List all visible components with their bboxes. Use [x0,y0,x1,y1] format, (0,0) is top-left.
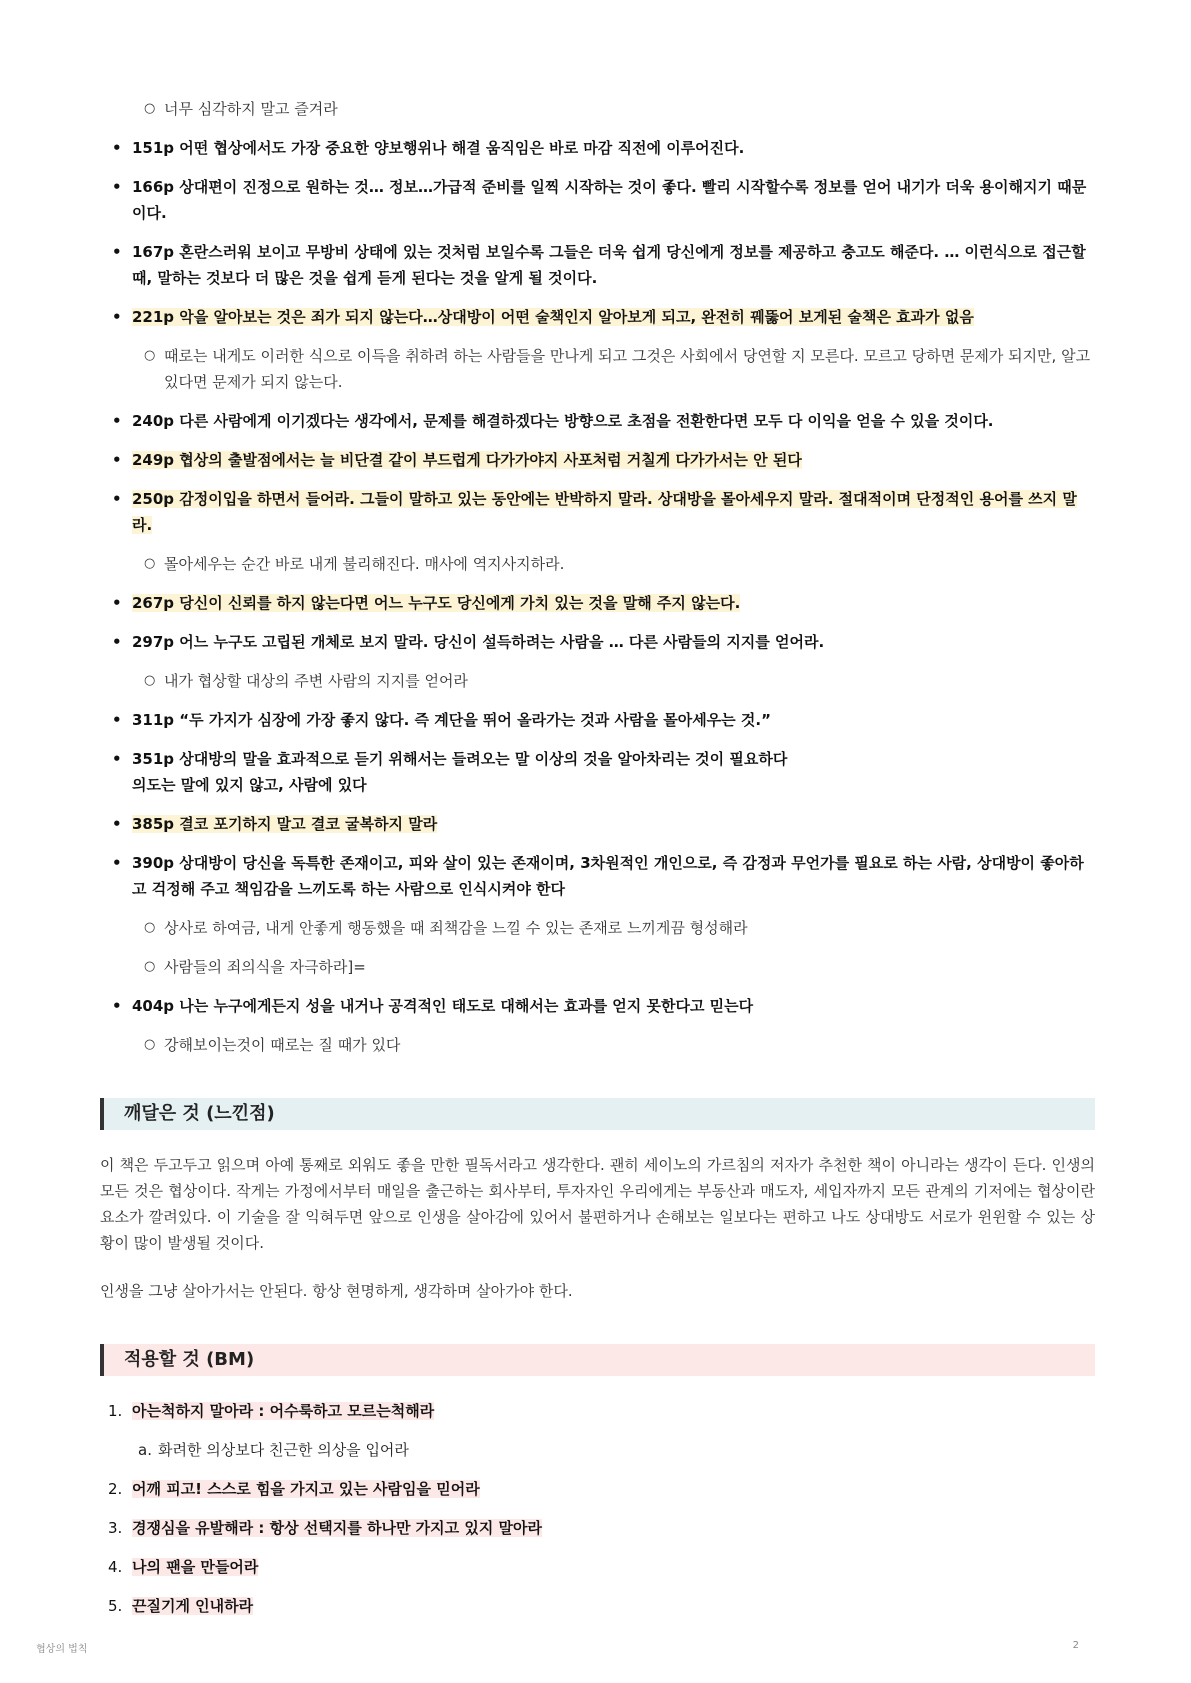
list-item: ○ 때로는 내게도 이러한 식으로 이득을 취하려 하는 사람들을 만나게 되고 그것은 사회에서 당연할 지 모른다. 모르고 당하면 문제가 되지만, 알고 있다면 문제가 되지 않는다. [144,347,1091,391]
list-item: ○ 몰아세우는 순간 바로 내게 불리해진다. 매사에 역지사지하라. [144,555,565,573]
list-item: • 240p 다른 사람에게 이기겠다는 생각에서, 문제를 해결하겠다는 방향으로 초점을 전환한다면 모두 다 이익을 얻을 수 있을 것이다. [112,412,994,430]
list-item: • 151p 어떤 협상에서도 가장 중요한 양보행위나 해결 움직임은 바로 마감 직전에 이루어진다. [112,139,745,157]
list-item: • 166p 상대편이 진정으로 원하는 것… 정보…가급적 준비를 일찍 시작하는 것이 좋다. 빨리 시작할수록 정보를 얻어 내기가 더욱 용이해지기 때문이다. [112,178,1087,222]
list-item: • 385p 결코 포기하지 말고 결코 굴복하지 말라 [112,815,438,833]
list-item: • 221p 악을 알아보는 것은 죄가 되지 않는다…상대방이 어떤 술책인지 알아보게 되고, 완전히 꿰뚫어 보게된 술책은 효과가 없음 [112,308,974,326]
list-item: 1. 아는척하지 말아라 : 어수룩하고 모르는척해라 [108,1402,435,1420]
footer-title: 협상의 법칙 [36,1644,88,1655]
list-item: • 250p 감정이입을 하면서 들어라. 그들이 말하고 있는 동안에는 반박하지 말라. 상대방을 몰아세우지 말라. 절대적이며 단정적인 용어를 쓰지 말라. [112,490,1077,534]
list-item: • 167p 혼란스러워 보이고 무방비 상태에 있는 것처럼 보일수록 그들은 더욱 쉽게 당신에게 정보를 제공하고 충고도 해준다. … 이런식으로 접근할 때, 말하는 것보다 더 많은 것을 쉽게 듣게 된다는 것을 알게 될 것이다. [112,243,1086,287]
page-number: 2 [1072,1640,1079,1651]
reflection-heading: 깨달은 것 (느낀점) [100,1098,1095,1130]
list-item: 4. 나의 팬을 만들어라 [108,1558,259,1576]
list-item: ○ 너무 심각하지 말고 즐겨라 [144,100,338,118]
list-item: ○ 내가 협상할 대상의 주변 사람의 지지를 얻어라 [144,672,468,690]
list-item: • 249p 협상의 출발점에서는 늘 비단결 같이 부드럽게 다가가야지 사포처럼 거칠게 다가가서는 안 된다 [112,451,802,469]
list-item: ○ 강해보이는것이 때로는 질 때가 있다 [144,1036,401,1054]
list-item: 3. 경쟁심을 유발해라 : 항상 선택지를 하나만 가지고 있지 말아라 [108,1519,543,1537]
apply-list [100,1398,1095,1619]
page-content [100,96,1095,1632]
reflection-paragraph: 이 책은 두고두고 읽으며 아예 통째로 외워도 좋을 만한 필독서라고 생각한다. 괜히 세이노의 가르침의 저자가 추천한 책이 아니라는 생각이 든다. 인생의 모든 것은 협상이다. 작게는 가정에서부터 매일을 출근하는 회사부터, 투자자인 우리에게는 부동산과 매도자, 세입자까지 모든 관계의 기저에는 협상이란 요소가 깔려있다. 이 기술을 잘 익혀두면 앞으로 인생을 살아감에 있어서 불편하거나 손해보는 일보다는 편하고 나도 상대방도 서로가 윈윈할 수 있는 상황이 많이 발생될 것이다. [100,1156,1095,1252]
list-item: 2. 어깨 피고! 스스로 힘을 가지고 있는 사람임을 믿어라 [108,1480,480,1498]
list-item: • 351p 상대방의 말을 효과적으로 듣기 위해서는 들려오는 말 이상의 것을 알아차리는 것이 필요하다 의도는 말에 있지 않고, 사람에 있다 [112,750,788,794]
list-item: • 297p 어느 누구도 고립된 개체로 보지 말라. 당신이 설득하려는 사람을 … 다른 사람들의 지지를 얻어라. [112,633,825,651]
list-item: • 267p 당신이 신뢰를 하지 않는다면 어느 누구도 당신에게 가치 있는 것을 말해 주지 않는다. [112,594,741,612]
list-item: a. 화려한 의상보다 친근한 의상을 입어라 [138,1441,409,1459]
list-item: • 390p 상대방이 당신을 독특한 존재이고, 피와 살이 있는 존재이며, 3차원적인 개인으로, 즉 감정과 무언가를 필요로 하는 사람, 상대방이 좋아하고 걱정해 주고 책임감을 느끼도록 하는 사람으로 인식시켜야 한다 [112,854,1084,898]
notes-list [100,96,1095,1058]
apply-heading: 적용할 것 (BM) [100,1344,1095,1376]
reflection-paragraph: 인생을 그냥 살아가서는 안된다. 항상 현명하게, 생각하며 살아가야 한다. [100,1282,573,1300]
list-item: • 311p “두 가지가 심장에 가장 좋지 않다. 즉 계단을 뛰어 올라가는 것과 사람을 몰아세우는 것.” [112,711,771,729]
list-item: ○ 상사로 하여금, 내게 안좋게 행동했을 때 죄책감을 느낄 수 있는 존재로 느끼게끔 형성해라 [144,919,748,937]
list-item: ○ 사람들의 죄의식을 자극하라]= [144,958,366,976]
list-item: • 404p 나는 누구에게든지 성을 내거나 공격적인 태도로 대해서는 효과를 얻지 못한다고 믿는다 [112,997,754,1015]
list-item: 5. 끈질기게 인내하라 [108,1597,254,1615]
